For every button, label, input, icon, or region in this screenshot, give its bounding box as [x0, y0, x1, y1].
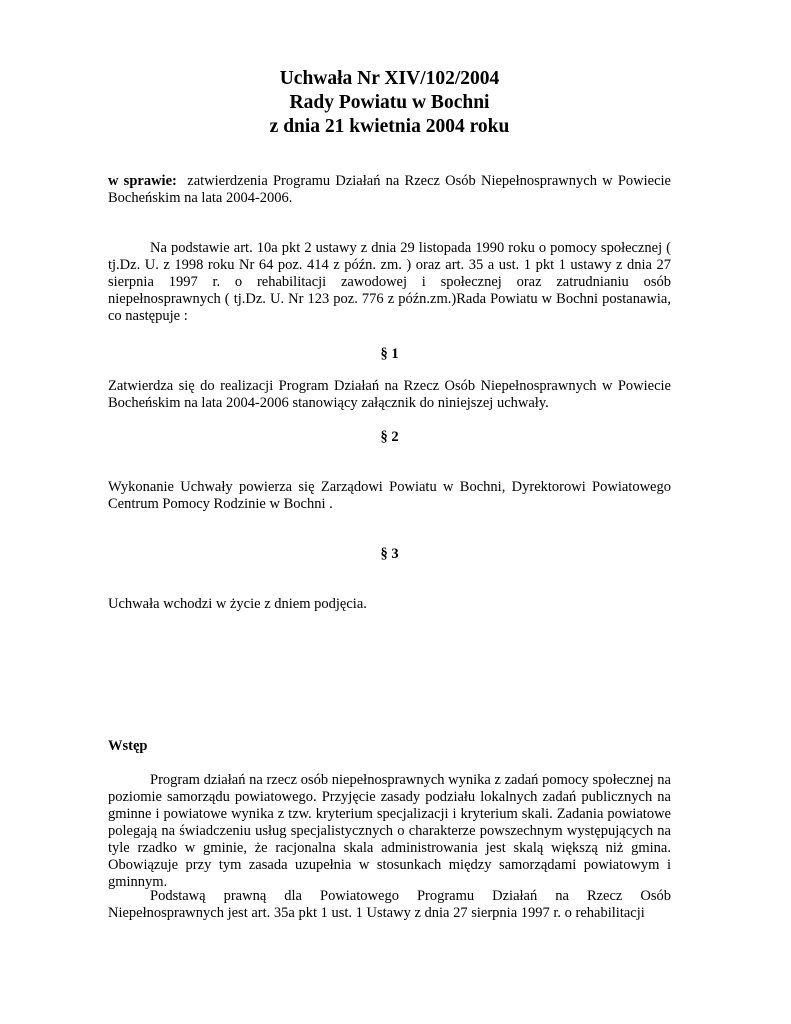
- subject-label: w sprawie:: [108, 173, 177, 189]
- subject-paragraph: [108, 173, 671, 207]
- intro-paragraph-1: Program działań na rzecz osób niepełnosprawnych wynika z zadań pomocy społecznej na poziomie samorządu powiatowego. Przyjęcie zasady podziału lokalnych zadań publicznych na gminne i powiatowe wynika z tzw. kryterium specjalizacji i kryterium skali. Zadania powiatowe polegają na świadczeniu usług specjalistycznych o charakterze powszechnym występujących na tyle rzadko w gminie, że racjonalna skala administrowania jest skalą większą niż gmina. Obowiązuje przy tym zasada uzupełnia w stosunkach między samorządami powiatowym i gminnym.: [108, 772, 671, 890]
- section-3-text: Uchwała wchodzi w życie z dniem podjęcia.: [108, 596, 367, 612]
- section-1-text: Zatwierdza się do realizacji Program Działań na Rzecz Osób Niepełnosprawnych w Powiecie Bocheńskim na lata 2004-2006 stanowiący załącznik do niniejszej uchwały.: [108, 378, 671, 411]
- section-1-mark: § 1: [380, 346, 399, 362]
- preamble-paragraph: Na podstawie art. 10a pkt 2 ustawy z dnia 29 listopada 1990 roku o pomocy społecznej ( tj.Dz. U. z 1998 roku Nr 64 poz. 414 z późn. zm. ) oraz art. 35 a ust. 1 pkt 1 ustawy z dnia 27 sierpnia 1997 r. o rehabilitacji zawodowej i społecznej oraz zatrudnianiu osób niepełnosprawnych ( tj.Dz. U. Nr 123 poz. 776 z późn.zm.)Rada Powiatu w Bochni postanawia, co następuje :: [108, 240, 671, 324]
- council-name-title: Rady Powiatu w Bochni: [289, 92, 490, 113]
- section-3-mark: § 3: [380, 546, 399, 562]
- resolution-number-title: Uchwała Nr XIV/102/2004: [279, 68, 500, 89]
- section-2-mark: § 2: [380, 429, 399, 445]
- resolution-date-title: z dnia 21 kwietnia 2004 roku: [269, 116, 510, 137]
- section-2-text: Wykonanie Uchwały powierza się Zarządowi Powiatu w Bochni, Dyrektorowi Powiatowego Centrum Pomocy Rodzinie w Bochni .: [108, 479, 671, 512]
- intro-paragraph-2: Podstawą prawną dla Powiatowego Programu Działań na Rzecz Osób Niepełnosprawnych jest art. 35a pkt 1 ust. 1 Ustawy z dnia 27 sierpnia 1997 r. o rehabilitacji: [108, 888, 671, 921]
- intro-heading: Wstęp: [108, 738, 148, 754]
- subject-text: zatwierdzenia Programu Działań na Rzecz Osób Niepełnosprawnych w Powiecie Bocheńskim na lata 2004-2006.: [108, 173, 671, 206]
